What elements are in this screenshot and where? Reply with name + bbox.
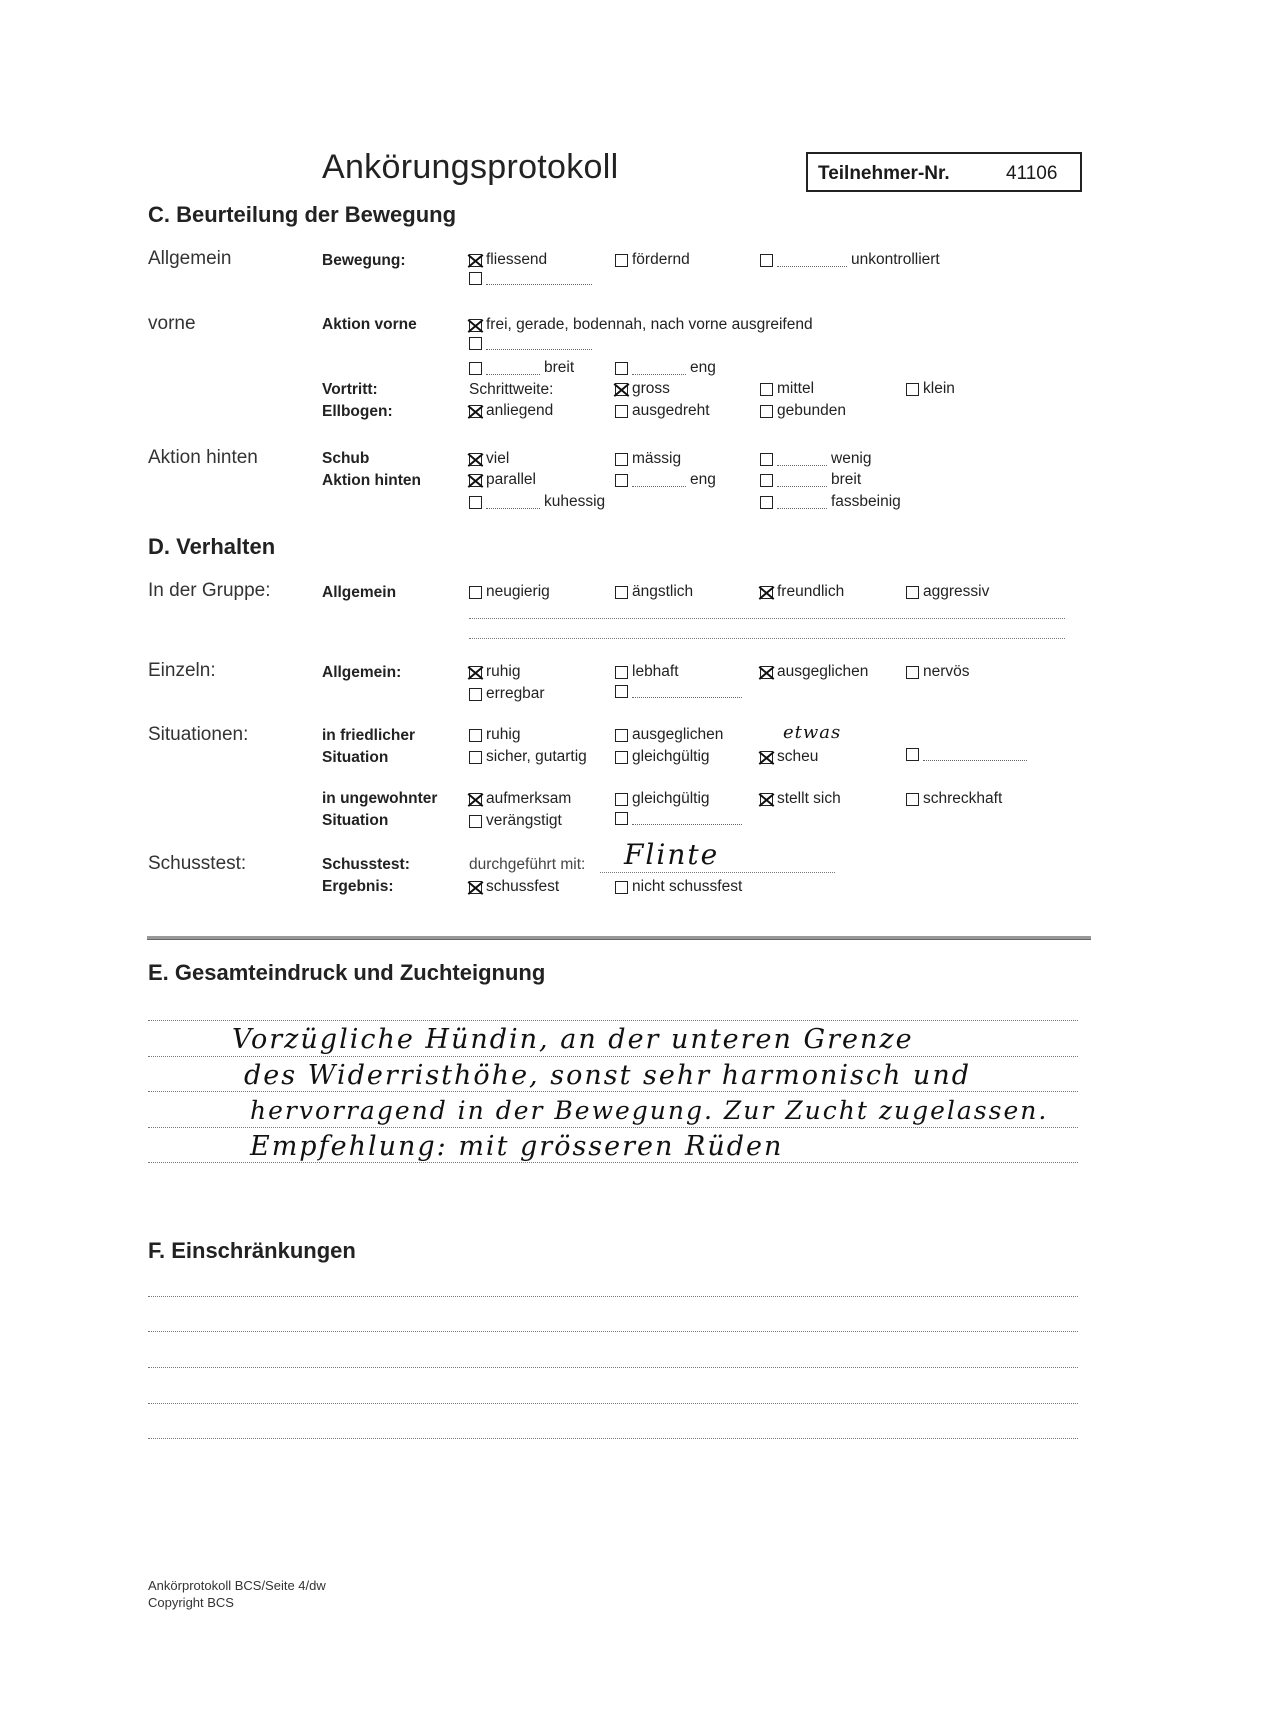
section-d-heading: D. Verhalten <box>148 534 276 559</box>
field-ungewohnt-2: Situation <box>322 812 389 829</box>
checkbox-checked[interactable] <box>469 405 482 418</box>
option-viel[interactable]: viel <box>469 450 509 468</box>
checkbox[interactable] <box>906 748 919 761</box>
option-gebunden[interactable]: gebunden <box>760 402 846 420</box>
field-ungewohnt-1: in ungewohnter <box>322 790 438 807</box>
field-schub: Schub <box>322 450 370 467</box>
option-klein[interactable]: klein <box>906 380 955 398</box>
option-gross[interactable]: gross <box>615 380 670 398</box>
handwritten-line: Empfehlung: mit grösseren Rüden <box>250 1131 784 1162</box>
checkbox[interactable] <box>615 812 628 825</box>
dotted-line <box>148 1162 1078 1163</box>
checkbox[interactable] <box>615 586 628 599</box>
category-einzeln: Einzeln: <box>148 660 216 681</box>
dotted-line <box>148 1296 1078 1297</box>
option-unkontrolliert[interactable]: unkontrolliert <box>760 251 940 269</box>
field-friedlich-2: Situation <box>322 749 389 766</box>
checkbox[interactable] <box>615 881 628 894</box>
field-schusstest: Schusstest: <box>322 856 410 873</box>
option-wenig[interactable]: wenig <box>760 450 872 468</box>
option-blank[interactable] <box>615 812 742 825</box>
checkbox[interactable] <box>469 751 482 764</box>
option-sicher[interactable]: sicher, gutartig <box>469 748 587 766</box>
option-nervoes[interactable]: nervös <box>906 663 970 681</box>
footer-line-1: Ankörprotokoll BCS/Seite 4/dw <box>148 1578 326 1593</box>
checkbox[interactable] <box>469 729 482 742</box>
checkbox[interactable] <box>469 586 482 599</box>
checkbox[interactable] <box>906 666 919 679</box>
checkbox[interactable] <box>469 337 482 350</box>
option-parallel[interactable]: parallel <box>469 471 536 489</box>
option-ruhig-friedlich[interactable]: ruhig <box>469 726 520 744</box>
category-gruppe: In der Gruppe: <box>148 580 271 601</box>
checkbox-checked[interactable] <box>469 666 482 679</box>
option-fassbeinig[interactable]: fassbeinig <box>760 493 901 511</box>
checkbox-checked[interactable] <box>760 793 773 806</box>
dotted-line <box>469 618 1065 619</box>
checkbox-checked[interactable] <box>469 319 482 332</box>
checkbox[interactable] <box>615 685 628 698</box>
checkbox-checked[interactable] <box>469 793 482 806</box>
field-aktion-hinten: Aktion hinten <box>322 472 422 489</box>
option-freundlich[interactable]: freundlich <box>760 583 844 601</box>
checkbox-checked[interactable] <box>469 254 482 267</box>
option-kuhessig[interactable]: kuhessig <box>469 493 605 511</box>
footer-line-2: Copyright BCS <box>148 1595 234 1610</box>
checkbox-checked[interactable] <box>469 453 482 466</box>
option-blank[interactable] <box>615 685 742 698</box>
checkbox-checked[interactable] <box>760 586 773 599</box>
checkbox[interactable] <box>760 453 773 466</box>
field-ergebnis: Ergebnis: <box>322 878 394 895</box>
field-vortritt: Vortritt: <box>322 381 378 398</box>
checkbox[interactable] <box>615 729 628 742</box>
checkbox-checked[interactable] <box>469 474 482 487</box>
checkbox[interactable] <box>469 815 482 828</box>
checkbox[interactable] <box>469 362 482 375</box>
section-e-heading: E. Gesamteindruck und Zuchteignung <box>148 960 546 985</box>
dotted-line <box>148 1331 1078 1332</box>
checkbox[interactable] <box>615 666 628 679</box>
option-erregbar[interactable]: erregbar <box>469 685 545 703</box>
option-blank[interactable] <box>906 748 1027 761</box>
option-lebhaft[interactable]: lebhaft <box>615 663 679 681</box>
category-schusstest: Schusstest: <box>148 853 247 874</box>
dotted-line <box>469 638 1065 639</box>
handwritten-flinte: Flinte <box>624 838 720 871</box>
handwritten-line: Vorzügliche Hündin, an der unteren Grenze <box>232 1024 914 1055</box>
option-foerdernd[interactable]: fördernd <box>615 251 690 269</box>
checkbox[interactable] <box>760 496 773 509</box>
category-aktion-hinten: Aktion hinten <box>148 447 258 468</box>
dotted-line <box>600 872 835 873</box>
field-bewegung: Bewegung: <box>322 252 406 269</box>
option-fliessend[interactable]: fliessend <box>469 251 547 269</box>
option-ausgeglichen-friedlich[interactable]: ausgeglichen <box>615 726 723 744</box>
option-scheu[interactable]: scheu <box>760 748 818 766</box>
checkbox[interactable] <box>615 793 628 806</box>
participant-label: Teilnehmer-Nr. <box>818 163 950 184</box>
section-divider <box>147 936 1091 940</box>
checkbox-checked[interactable] <box>760 666 773 679</box>
dotted-line <box>148 1367 1078 1368</box>
checkbox[interactable] <box>760 383 773 396</box>
option-mittel[interactable]: mittel <box>760 380 814 398</box>
section-f-heading: F. Einschränkungen <box>148 1238 356 1263</box>
section-c-heading: C. Beurteilung der Bewegung <box>148 202 457 227</box>
checkbox[interactable] <box>906 383 919 396</box>
checkbox[interactable] <box>615 453 628 466</box>
field-gruppe-allgemein: Allgemein <box>322 584 397 601</box>
category-allgemein: Allgemein <box>148 248 232 269</box>
checkbox-checked[interactable] <box>760 751 773 764</box>
option-ausgedreht[interactable]: ausgedreht <box>615 402 710 420</box>
label-durchgefuehrt: durchgeführt mit: <box>469 856 586 873</box>
checkbox[interactable] <box>469 496 482 509</box>
option-ausgeglichen[interactable]: ausgeglichen <box>760 663 868 681</box>
option-maessig[interactable]: mässig <box>615 450 681 468</box>
option-frei[interactable]: frei, gerade, bodennah, nach vorne ausgreifend <box>469 316 813 334</box>
option-neugierig[interactable]: neugierig <box>469 583 550 601</box>
option-aufmerksam[interactable]: aufmerksam <box>469 790 571 808</box>
option-aengstlich[interactable]: ängstlich <box>615 583 693 601</box>
category-situationen: Situationen: <box>148 724 249 745</box>
checkbox[interactable] <box>469 688 482 701</box>
checkbox[interactable] <box>615 751 628 764</box>
option-anliegend[interactable]: anliegend <box>469 402 553 420</box>
checkbox[interactable] <box>760 254 773 267</box>
field-einzeln-allgemein: Allgemein: <box>322 664 402 681</box>
dotted-line <box>148 1127 1078 1128</box>
option-veraengstigt[interactable]: verängstigt <box>469 812 562 830</box>
option-breit-hinten[interactable]: breit <box>760 471 861 489</box>
checkbox[interactable] <box>760 405 773 418</box>
handwritten-line: hervorragend in der Bewegung. Zur Zucht zugelassen. <box>250 1096 1049 1125</box>
dotted-line <box>148 1056 1078 1057</box>
label-schrittweite: Schrittweite: <box>469 381 554 398</box>
page-title: Ankörungsprotokoll <box>322 148 619 186</box>
option-eng[interactable]: eng <box>615 359 716 377</box>
option-eng-hinten[interactable]: eng <box>615 471 716 489</box>
dotted-line <box>148 1091 1078 1092</box>
option-schussfest[interactable]: schussfest <box>469 878 559 896</box>
option-breit[interactable]: breit <box>469 359 574 377</box>
field-aktion-vorne: Aktion vorne <box>322 316 417 333</box>
dotted-line <box>148 1403 1078 1404</box>
option-schreckhaft[interactable]: schreckhaft <box>906 790 1002 808</box>
checkbox[interactable] <box>469 272 482 285</box>
participant-number: 41106 <box>1006 163 1058 184</box>
checkbox-checked[interactable] <box>469 881 482 894</box>
option-stellt-sich[interactable]: stellt sich <box>760 790 841 808</box>
handwritten-line: des Widerristhöhe, sonst sehr harmonisch und <box>244 1060 971 1091</box>
checkbox[interactable] <box>906 586 919 599</box>
dotted-line <box>148 1020 1078 1021</box>
field-friedlich-1: in friedlicher <box>322 727 416 744</box>
checkbox[interactable] <box>615 362 628 375</box>
checkbox-checked[interactable] <box>615 383 628 396</box>
option-ruhig[interactable]: ruhig <box>469 663 520 681</box>
checkbox[interactable] <box>615 254 628 267</box>
option-aggressiv[interactable]: aggressiv <box>906 583 989 601</box>
option-gleichgueltig-friedlich[interactable]: gleichgültig <box>615 748 710 766</box>
participant-number-box <box>806 152 1082 192</box>
option-nicht-schussfest[interactable]: nicht schussfest <box>615 878 742 896</box>
checkbox[interactable] <box>615 405 628 418</box>
option-blank[interactable] <box>469 272 592 285</box>
category-vorne: vorne <box>148 313 196 334</box>
checkbox[interactable] <box>615 474 628 487</box>
field-ellbogen: Ellbogen: <box>322 403 393 420</box>
checkbox[interactable] <box>906 793 919 806</box>
dotted-line <box>148 1438 1078 1439</box>
option-blank[interactable] <box>469 337 592 350</box>
option-gleichgueltig-ungewohnt[interactable]: gleichgültig <box>615 790 710 808</box>
handwritten-etwas: etwas <box>783 722 842 743</box>
checkbox[interactable] <box>760 474 773 487</box>
